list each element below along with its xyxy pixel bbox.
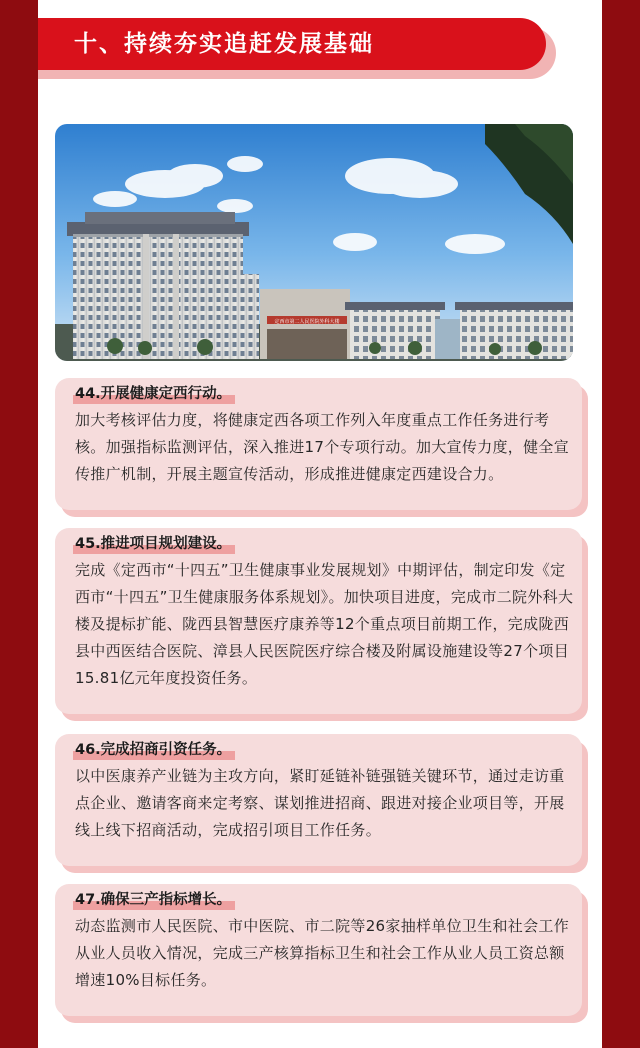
item-body: 加大考核评估力度，将健康定西各项工作列入年度重点工作任务进行考核。加强指标监测评估，深入推进17个专项行动。加大宣传力度，健全宣传推广机制，开展主题宣传活动，形成推进健康定西建设合力。 bbox=[75, 411, 569, 483]
hospital-building-image bbox=[55, 124, 573, 361]
item-card-45 bbox=[55, 528, 582, 714]
item-card-44 bbox=[55, 378, 582, 510]
item-card-47 bbox=[55, 884, 582, 1016]
item-body: 完成《定西市“十四五”卫生健康事业发展规划》中期评估，制定印发《定西市“十四五”卫生健康服务体系规划》。加快项目进度，完成市二院外科大楼及提标扩能、陇西县智慧医疗康养等12个重点项目前期工作，完成陇西县中西医结合医院、漳县人民医院医疗综合楼及附属设施建设等27个项目15.81亿元年度投资任务。 bbox=[75, 561, 574, 687]
item-title: 46.完成招商引资任务。 bbox=[75, 742, 232, 758]
building-sign: 定西市第二人民医院外科大楼 bbox=[274, 319, 340, 325]
item-title: 44.开展健康定西行动。 bbox=[75, 386, 232, 402]
page bbox=[38, 0, 602, 1048]
item-card-46 bbox=[55, 734, 582, 866]
item-title: 45.推进项目规划建设。 bbox=[75, 536, 232, 552]
item-title: 47.确保三产指标增长。 bbox=[75, 892, 232, 908]
section-header bbox=[38, 18, 546, 70]
hospital-photo bbox=[55, 124, 573, 361]
item-body: 以中医康养产业链为主攻方向，紧盯延链补链强链关键环节，通过走访重点企业、邀请客商来定考察、谋划推进招商、跟进对接企业项目等，开展线上线下招商活动，完成招引项目工作任务。 bbox=[75, 767, 565, 839]
section-title: 十、持续夯实追赶发展基础 bbox=[74, 31, 374, 57]
item-body: 动态监测市人民医院、市中医院、市二院等26家抽样单位卫生和社会工作从业人员收入情况，完成三产核算指标卫生和社会工作从业人员工资总额增速10%目标任务。 bbox=[75, 917, 569, 989]
